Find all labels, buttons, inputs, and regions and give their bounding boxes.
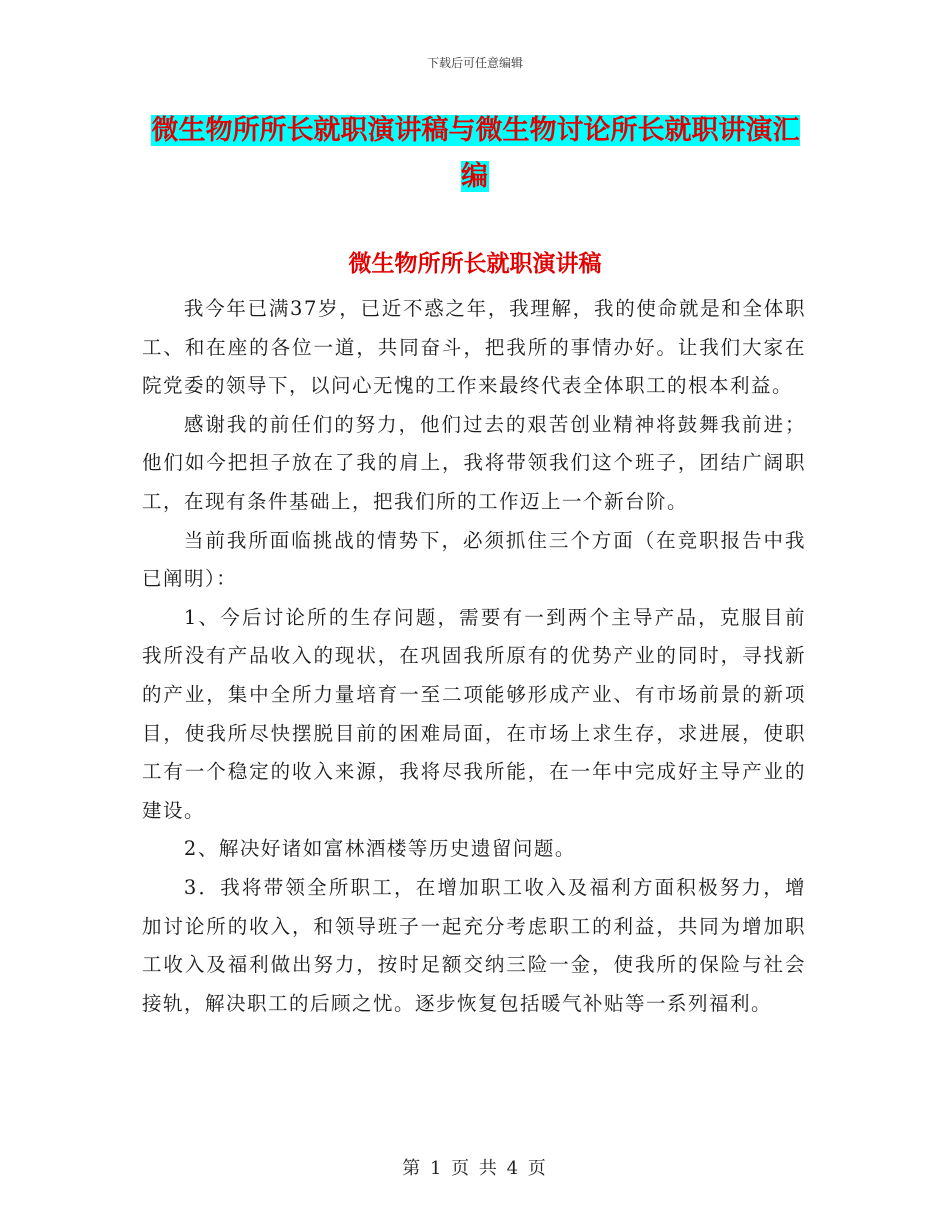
page-number-footer: 第 1 页 共 4 页 [402,1158,548,1179]
body-paragraph: 2、解决好诸如富林酒楼等历史遗留问题。 [183,837,576,861]
body-paragraph: 感谢我的前任们的努力，他们过去的艰苦创业精神将鼓舞我前进；他们如今把担子放在了我的肩上，我将带领我们这个班子，团结广阔职工，在现有条件基础上，把我们所的工作迈上一个新台阶。 [142,412,806,513]
document-title [140,108,810,200]
document-body [142,290,806,1023]
page-header-note: 下载后可任意编辑 [426,56,523,70]
body-paragraph: 3．我将带领全所职工，在增加职工收入及福利方面积极努力，增加讨论所的收入，和领导班子一起充分考虑职工的利益，共同为增加职工收入及福利做出努力，按时足额交纳三险一金，使我所的保险与社会接轨，解决职工的后顾之忧。逐步恢复包括暖气补贴等一系列福利。 [142,875,806,1015]
body-paragraph: 我今年已满37岁，已近不惑之年，我理解，我的使命就是和全体职工、和在座的各位一道，共同奋斗，把我所的事情办好。让我们大家在院党委的领导下，以问心无愧的工作来最终代表全体职工的根本利益。 [142,297,806,398]
document-title-text: 微生物所所长就职演讲稿与微生物讨论所长就职讲演汇编 [151,115,800,192]
body-paragraph: 当前我所面临挑战的情势下，必须抓住三个方面（在竞职报告中我已阐明）： [142,528,806,591]
body-paragraph: 1、今后讨论所的生存问题，需要有一到两个主导产品，克服目前我所没有产品收入的现状，在巩固我所原有的优势产业的同时，寻找新的产业，集中全所力量培育一至二项能够形成产业、有市场前景的新项目，使我所尽快摆脱目前的困难局面，在市场上求生存，求进展，使职工有一个稳定的收入来源，我将尽我所能，在一年中完成好主导产业的建设。 [142,605,806,822]
section-title: 微生物所所长就职演讲稿 [348,251,602,277]
